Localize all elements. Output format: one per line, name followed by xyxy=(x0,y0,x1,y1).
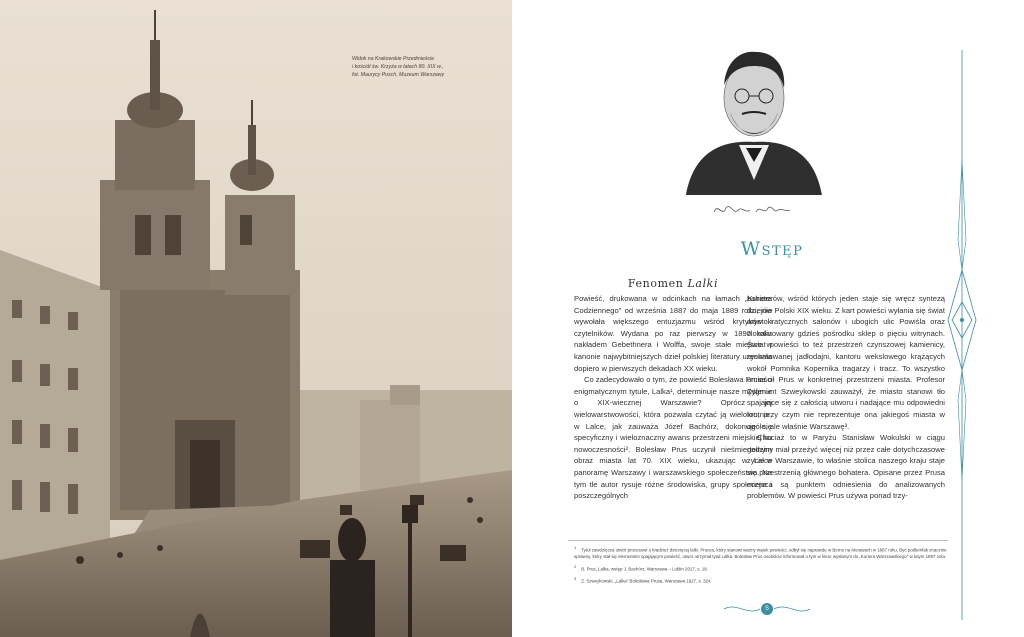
author-signature xyxy=(712,198,792,222)
text-column-right xyxy=(747,293,945,502)
subtitle-italic: Lalki xyxy=(687,277,719,290)
photo-caption xyxy=(352,55,462,79)
subtitle-plain: Fenomen xyxy=(627,277,688,290)
text-column-left xyxy=(574,293,772,502)
caption-line: fot. Maurycy Pusch, Muzeum Warszawy xyxy=(352,72,445,78)
footnote: $^1$ Tytuł zawdzięcza utwór procesowi o kradzież dziecięcej lalki. Proces, który stanowi ważny wątek powieści, odbył się naprawdę w Berne na Morawach w 1887 roku. Być podlemfak znacznie sprawny, który stał się elementem spajającym powieść, utwór otrzymał tytuł Lalka. Bolesław Prus osobiście informował o tym w liście wysłanym do „Kuriera Warszawskiego” w lutym 1897 roku. xyxy=(574,545,947,560)
footnote: $^2$ B. Prus, Lalka, wstęp J. Bachórz, Warszawa – Lublin 2017, s. 18. xyxy=(574,563,708,572)
author-portrait xyxy=(684,30,824,195)
chapter-title: Wstęp xyxy=(740,238,804,260)
page-number: 5 xyxy=(761,603,773,615)
footnotes xyxy=(574,545,954,588)
paragraph: Chociaż to w Paryżu Stanisław Wokulski w ciągu godziny miał przeżyć więcej niż przez całe dotychczasowe życie w Warszawie, to właśnie stolica naszego kraju staje się przestrzenią głównego bohatera. Opisane przez Prusa miejsca są punktem odniesienia do analizowanych problemów. W powieści Prus używa ponad trzy- xyxy=(747,433,945,501)
paragraph: bohaterów, wśród których jeden staje się wręcz syntezą dziejów Polski XIX wieku. Z kart powieści wyłania się świat arystokratycznych salonów i ubogich ulic Powiśla oraz zlokalizowany gdzieś pośrodku sklep o pięciu witrynach. Świat powieści to też przestrzeń czynszowej kamienicy, renomowanej jadłodajni, kantoru wekslowego krążących wokół Pomnika Kopernika tragarzy i tracz. To wszystko umieścił Prus w konkretnej przestrzeni miasta. Profesor Zygmunt Szweykowski zauważył, że miasto stanowi tło spajające się z całością utworu i nadające mu odpowiedni ton, przy czym nie reprezentuje ona jakiegoś miasta w ogóle, ale właśnie Warszawę³. xyxy=(747,294,945,431)
vertical-ornament xyxy=(942,40,982,630)
caption-line: Widok na Krakowskie Przedmieście xyxy=(352,56,435,62)
section-subtitle xyxy=(574,277,772,290)
footnote: $^3$ Z. Szweykowski, „Lalka” Bolesława Prusa, Warszawa 1927, s. 324. xyxy=(574,575,712,584)
footnote-divider xyxy=(568,540,948,541)
paragraph: Co zadecydowało o tym, że powieść Bolesława Prusa o enigmatycznym tytule, Lalka¹, determinuje nasze myślenie o XIX-wiecznej Warszawie? Oprócz jej wielowarstwowości, która pozwala czytać ją wielokrotnie, w Lalce, jak zauważa Józef Bachórz, dokonuje się specyficzny i wieloznaczny awans przestrzeni miejskiej ku nowoczesności². Bolesław Prus uczynił nieśmiertelnym obraz miasta lat 70. XIX wieku, ukazując w Lalce panoramę Warszawy i warszawskiego społeczeństwa. Na tym tle autor rysuje różne środowiska, grupy społeczne i poszczególnych xyxy=(574,375,772,501)
text-page xyxy=(512,0,1024,637)
paragraph: Powieść, drukowana w odcinkach na łamach „Kuriera Codziennego” od września 1887 do maja 1889 roku, nie wywołała większego entuzjazmu wśród krytyków i czytelników. Wydana po raz pierwszy w 1890 roku nakładem Gebethnera i Wolffa, swoje stałe miejsce w kanonie najwybitniejszych dzieł polskiej literatury uzyskała dopiero w pierwszych dekadach XX wieku. xyxy=(574,294,772,373)
caption-line: i kościół św. Krzyża w latach 80. XIX w., xyxy=(352,64,444,70)
